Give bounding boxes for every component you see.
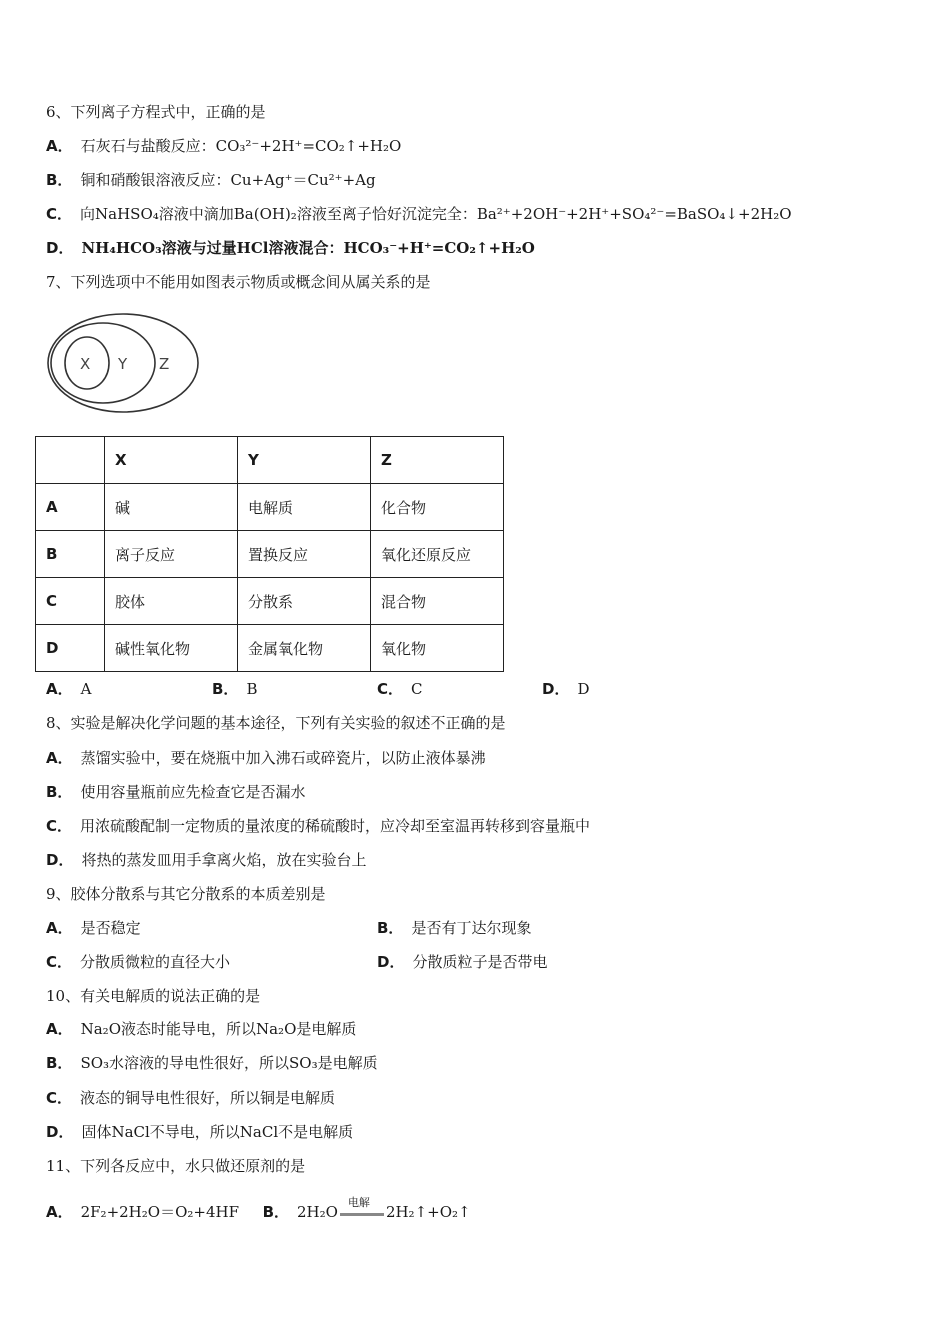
table-cell: 置换反应 [238,531,371,578]
q7-options-table [35,436,504,672]
q10-option-a [46,1019,356,1039]
q6-option-c [46,204,792,224]
option-text: D [577,680,590,698]
option-label: D． [46,1123,74,1141]
q7-answer-d [542,679,589,699]
q10-option-b [46,1053,378,1073]
q10-stem: 10、有关电解质的说法正确的是 [46,987,261,1005]
q8-stem: 8、实验是解决化学问题的基本途径，下列有关实验的叙述不正确的是 [46,714,506,732]
table-row [36,578,504,625]
option-label: D． [542,680,570,698]
option-label: B． [212,680,239,698]
table-cell: Y [238,437,371,484]
q6-option-d [46,238,535,258]
table-cell: A [36,484,105,531]
option-text: 用浓硫酸配制一定物质的量浓度的稀硫酸时，应冷却至室温再转移到容量瓶中 [80,817,591,835]
q7-answer-b [212,679,257,699]
option-label: D． [46,239,74,257]
q9-option-a [46,918,141,938]
option-text: Na₂O液态时能导电，所以Na₂O是电解质 [80,1020,357,1038]
venn-diagram [46,310,206,416]
option-label: C． [46,1089,73,1107]
option-label: C． [377,680,404,698]
table-cell: 氧化物 [371,625,504,672]
q6-stem: 6、下列离子方程式中，正确的是 [46,103,266,121]
venn-label-y: Y [118,355,128,373]
option-text: B [246,680,258,698]
q7-answer-a [46,679,91,699]
option-label: A． [46,680,73,698]
option-text: 蒸馏实验中，要在烧瓶中加入沸石或碎瓷片，以防止液体暴沸 [80,749,486,767]
table-row [36,625,504,672]
option-label: A． [46,137,73,155]
option-text: SO₃水溶液的导电性很好，所以SO₃是电解质 [80,1054,378,1072]
option-text: C [411,680,423,698]
option-label: C． [46,953,73,971]
table-cell: 电解质 [238,484,371,531]
option-text: 向NaHSO₄溶液中滴加Ba(OH)₂溶液至离子恰好沉淀完全：Ba²⁺+2OH⁻+2H⁺+SO₄²⁻=BaSO₄↓+2H₂O [80,205,792,223]
table-cell: 化合物 [371,484,504,531]
table-cell: 分散系 [238,578,371,625]
option-text: 固体NaCl不导电，所以NaCl不是电解质 [81,1123,354,1141]
q6-option-b [46,170,376,190]
option-text: 石灰石与盐酸反应：CO₃²⁻+2H⁺=CO₂↑+H₂O [80,137,402,155]
table-cell: 混合物 [371,578,504,625]
table-cell: 离子反应 [105,531,238,578]
q7-answer-c [377,679,423,699]
table-cell: Z [371,437,504,484]
table-row [36,531,504,578]
option-text: A [80,680,92,698]
option-label: B． [262,1203,289,1221]
option-text: 分散质粒子是否带电 [412,953,548,971]
option-text: 液态的铜导电性很好，所以铜是电解质 [80,1089,336,1107]
table-cell: X [105,437,238,484]
table-row [36,484,504,531]
equation-left: 2H₂O [297,1203,338,1221]
option-label: A． [46,1020,73,1038]
q9-option-b [377,918,531,938]
venn-label-z: Z [159,355,170,373]
table-cell: 碱性氧化物 [105,625,238,672]
option-text: 分散质微粒的直径大小 [80,953,231,971]
option-label: A． [46,749,73,767]
option-label: C． [46,205,73,223]
table-cell: 氧化还原反应 [371,531,504,578]
table-cell: C [36,578,105,625]
q10-option-d [46,1122,353,1142]
table-cell: 碱 [105,484,238,531]
q10-option-c [46,1088,335,1108]
option-label: B． [46,783,73,801]
q7-stem: 7、下列选项中不能用如图表示物质或概念间从属关系的是 [46,273,431,291]
equation-right: 2H₂↑+O₂↑ [385,1203,471,1221]
table-cell: B [36,531,105,578]
q11-options [46,1195,471,1222]
table-cell: 金属氧化物 [238,625,371,672]
table-cell: D [36,625,105,672]
table-header-row [36,437,504,484]
table-cell [36,437,105,484]
q8-option-c [46,816,590,836]
q6-option-a [46,136,401,156]
option-label: B． [46,1054,73,1072]
q8-option-b [46,782,305,802]
option-label: B． [377,919,404,937]
option-text: 2F₂+2H₂O＝O₂+4HF [80,1203,239,1221]
option-label: D． [46,851,74,869]
option-label: C． [46,817,73,835]
venn-middle-ellipse [51,323,155,403]
option-text: 使用容量瓶前应先检查它是否漏水 [80,783,306,801]
reaction-condition: 电解 [347,1195,370,1209]
option-text: 是否稳定 [80,919,141,937]
table-cell: 胶体 [105,578,238,625]
option-label: A． [46,919,73,937]
q9-option-c [46,952,230,972]
option-label: A． [46,1203,73,1221]
reaction-arrow [340,1195,384,1216]
q9-stem: 9、胶体分散系与其它分散系的本质差别是 [46,885,326,903]
q9-option-d [377,952,547,972]
option-label: D． [377,953,405,971]
q11-stem: 11、下列各反应中，水只做还原剂的是 [46,1157,306,1175]
option-text: 将热的蒸发皿用手拿离火焰，放在实验台上 [81,851,367,869]
venn-label-x: X [80,355,91,373]
q8-option-a [46,748,486,768]
q8-option-d [46,850,366,870]
reaction-bar [340,1213,384,1216]
option-text: NH₄HCO₃溶液与过量HCl溶液混合：HCO₃⁻+H⁺=CO₂↑+H₂O [81,239,535,257]
option-text: 铜和硝酸银溶液反应：Cu+Ag⁺＝Cu²⁺+Ag [80,171,376,189]
option-label: B． [46,171,73,189]
option-text: 是否有丁达尔现象 [411,919,532,937]
